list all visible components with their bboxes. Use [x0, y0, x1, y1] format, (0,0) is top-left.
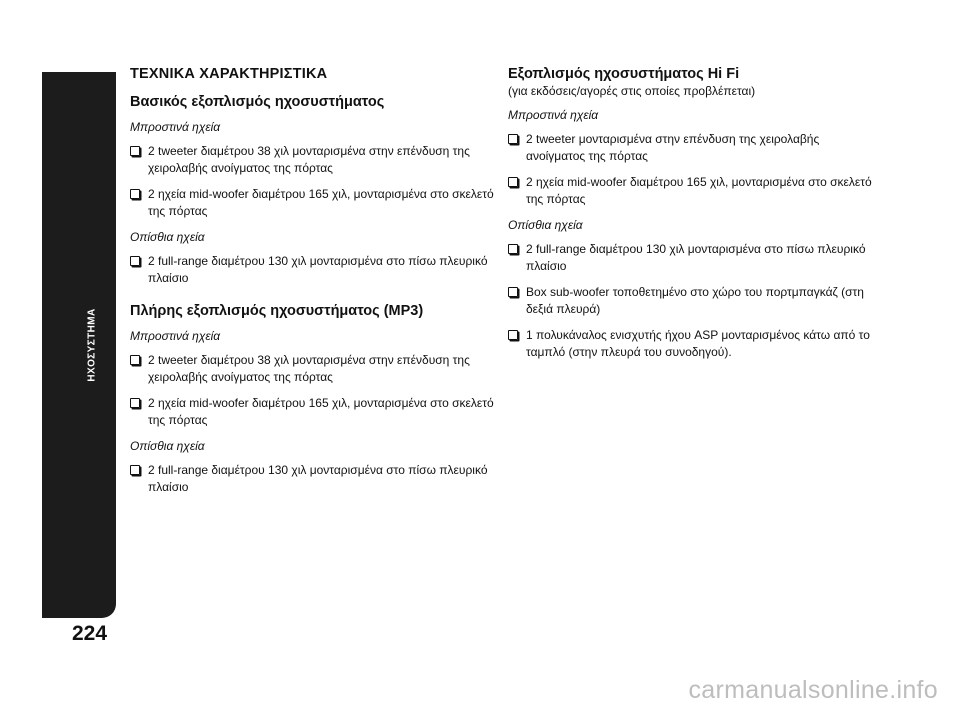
- list-item: [508, 284, 873, 318]
- section-subtitle: (για εκδόσεις/αγορές στις οποίες προβλέπεται): [508, 84, 756, 98]
- checkbox-bullet-icon: [508, 134, 518, 144]
- checkbox-bullet-icon: [508, 177, 518, 187]
- page-heading: ΤΕΧΝΙΚΑ ΧΑΡΑΚΤΗΡΙΣΤΙΚΑ: [130, 66, 328, 82]
- group-label-rear: Οπίσθια ηχεία: [130, 230, 205, 244]
- checkbox-bullet-icon: [508, 330, 518, 340]
- group-label-front: Μπροστινά ηχεία: [130, 329, 221, 343]
- checkbox-bullet-icon: [130, 398, 140, 408]
- list-item-text: Box sub-woofer τοποθετημένο στο χώρο του πορτμπαγκάζ (στη δεξιά πλευρά): [526, 285, 864, 316]
- list-item-text: 2 full-range διαμέτρου 130 χιλ μονταρισμένα στο πίσω πλευρικό πλαίσιο: [148, 463, 488, 494]
- list-item: [130, 352, 495, 386]
- checkbox-bullet-icon: [508, 244, 518, 254]
- group-label-front: Μπροστινά ηχεία: [508, 108, 599, 122]
- list-item-text: 2 tweeter διαμέτρου 38 χιλ μονταρισμένα στην επένδυση της χειρολαβής ανοίγματος της πόρτας: [148, 353, 470, 384]
- list-item-text: 2 tweeter διαμέτρου 38 χιλ μονταρισμένα στην επένδυση της χειρολαβής ανοίγματος της πόρτας: [148, 144, 470, 175]
- checkbox-bullet-icon: [130, 256, 140, 266]
- list-item: [130, 395, 495, 429]
- checkbox-bullet-icon: [130, 189, 140, 199]
- list-item-text: 2 ηχεία mid-woofer διαμέτρου 165 χιλ, μονταρισμένα στο σκελετό της πόρτας: [148, 396, 494, 427]
- list-item: [130, 462, 495, 496]
- page-number: 224: [72, 622, 108, 645]
- list-item-text: 2 full-range διαμέτρου 130 χιλ μονταρισμένα στο πίσω πλευρικό πλαίσιο: [148, 254, 488, 285]
- list-item: [130, 186, 495, 220]
- list-item: [130, 253, 495, 287]
- list-item: [508, 327, 873, 361]
- list-item: [130, 143, 495, 177]
- list-item: [508, 174, 873, 208]
- watermark: carmanualsonline.info: [688, 676, 938, 704]
- section-title-full: Πλήρης εξοπλισμός ηχοσυστήματος (MP3): [130, 303, 424, 319]
- list-item-text: 2 ηχεία mid-woofer διαμέτρου 165 χιλ, μονταρισμένα στο σκελετό της πόρτας: [526, 175, 872, 206]
- side-tab-label: ΗΧΟΣΥΣΤΗΜΑ: [86, 308, 98, 382]
- group-label-front: Μπροστινά ηχεία: [130, 120, 221, 134]
- section-title-hifi: Εξοπλισμός ηχοσυστήματος Hi Fi: [508, 66, 740, 82]
- side-tab: [42, 72, 116, 618]
- list-item-text: 1 πολυκάναλος ενισχυτής ήχου ASP μονταρισμένος κάτω από το ταμπλό (στην πλευρά του συνοδηγού).: [526, 328, 870, 359]
- checkbox-bullet-icon: [130, 355, 140, 365]
- group-label-rear: Οπίσθια ηχεία: [508, 218, 583, 232]
- right-column: [508, 66, 873, 361]
- list-item-text: 2 ηχεία mid-woofer διαμέτρου 165 χιλ, μονταρισμένα στο σκελετό της πόρτας: [148, 187, 494, 218]
- checkbox-bullet-icon: [130, 146, 140, 156]
- list-item: [508, 131, 873, 165]
- section-title-basic: Βασικός εξοπλισμός ηχοσυστήματος: [130, 94, 385, 110]
- list-item-text: 2 tweeter μονταρισμένα στην επένδυση της χειρολαβής ανοίγματος της πόρτας: [526, 132, 820, 163]
- left-column: [130, 66, 495, 496]
- list-item: [508, 241, 873, 275]
- list-item-text: 2 full-range διαμέτρου 130 χιλ μονταρισμένα στο πίσω πλευρικό πλαίσιο: [526, 242, 866, 273]
- checkbox-bullet-icon: [508, 287, 518, 297]
- checkbox-bullet-icon: [130, 465, 140, 475]
- group-label-rear: Οπίσθια ηχεία: [130, 439, 205, 453]
